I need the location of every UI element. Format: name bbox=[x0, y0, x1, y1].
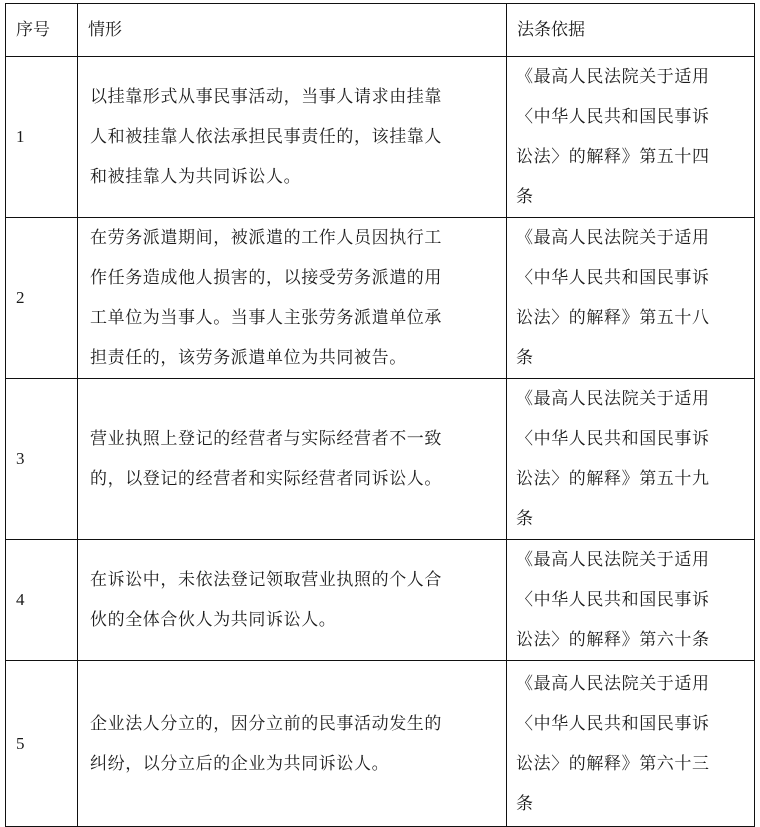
text-line: 作任务造成他人损害的，以接受劳务派遣的用 bbox=[90, 268, 442, 288]
text-line: 的，以登记的经营者和实际经营者同诉讼人。 bbox=[90, 469, 442, 489]
legal-basis bbox=[507, 540, 755, 661]
table-row bbox=[6, 218, 755, 379]
legal-basis bbox=[507, 661, 755, 827]
legal-basis bbox=[507, 218, 755, 379]
legal-basis bbox=[507, 379, 755, 540]
text-line: 人和被挂靠人依法承担民事责任的，该挂靠人 bbox=[90, 127, 442, 147]
row-number: 2 bbox=[6, 218, 78, 379]
text-line: 〈中华人民共和国民事诉 bbox=[516, 429, 710, 449]
text-line: 企业法人分立的，因分立前的民事活动发生的 bbox=[90, 713, 442, 734]
text-line: 讼法〉的解释》第五十九 bbox=[516, 469, 710, 489]
table-row bbox=[6, 57, 755, 218]
text-line: 条 bbox=[516, 509, 534, 529]
row-number: 1 bbox=[6, 57, 78, 218]
text-line: 《最高人民法院关于适用 bbox=[516, 673, 710, 694]
case-description bbox=[78, 540, 507, 661]
text-line: 讼法〉的解释》第六十条 bbox=[516, 630, 710, 650]
case-description bbox=[78, 379, 507, 540]
table-row bbox=[6, 661, 755, 827]
case-description bbox=[78, 218, 507, 379]
text-line: 讼法〉的解释》第五十四 bbox=[516, 147, 710, 167]
text-line: 担责任的，该劳务派遣单位为共同被告。 bbox=[90, 348, 407, 368]
row-number: 4 bbox=[6, 540, 78, 661]
header-no: 序号 bbox=[6, 4, 78, 57]
case-description bbox=[78, 57, 507, 218]
case-description bbox=[78, 661, 507, 827]
header-law: 法条依据 bbox=[507, 4, 755, 57]
text-line: 条 bbox=[516, 793, 534, 814]
text-line: 〈中华人民共和国民事诉 bbox=[516, 268, 710, 288]
text-line: 营业执照上登记的经营者与实际经营者不一致 bbox=[90, 429, 442, 449]
text-line: 讼法〉的解释》第五十八 bbox=[516, 308, 710, 328]
text-line: 在诉讼中，未依法登记领取营业执照的个人合 bbox=[90, 570, 442, 590]
text-line: 《最高人民法院关于适用 bbox=[516, 550, 710, 570]
table-row bbox=[6, 379, 755, 540]
co-litigant-table-container bbox=[5, 3, 754, 827]
text-line: 〈中华人民共和国民事诉 bbox=[516, 713, 710, 734]
text-line: 条 bbox=[516, 187, 534, 207]
table-header-row bbox=[6, 4, 755, 57]
text-line: 〈中华人民共和国民事诉 bbox=[516, 107, 710, 127]
text-line: 以挂靠形式从事民事活动，当事人请求由挂靠 bbox=[90, 87, 442, 107]
text-line: 纠纷，以分立后的企业为共同诉讼人。 bbox=[90, 753, 390, 774]
co-litigant-table bbox=[5, 3, 755, 827]
text-line: 讼法〉的解释》第六十三 bbox=[516, 753, 710, 774]
text-line: 《最高人民法院关于适用 bbox=[516, 389, 710, 409]
text-line: 伙的全体合伙人为共同诉讼人。 bbox=[90, 610, 337, 630]
text-line: 〈中华人民共和国民事诉 bbox=[516, 590, 710, 610]
table-row bbox=[6, 540, 755, 661]
text-line: 条 bbox=[516, 348, 534, 368]
header-case: 情形 bbox=[78, 4, 507, 57]
text-line: 工单位为当事人。当事人主张劳务派遣单位承 bbox=[90, 308, 442, 328]
row-number: 3 bbox=[6, 379, 78, 540]
row-number: 5 bbox=[6, 661, 78, 827]
text-line: 《最高人民法院关于适用 bbox=[516, 67, 710, 87]
text-line: 在劳务派遣期间，被派遣的工作人员因执行工 bbox=[90, 228, 442, 248]
text-line: 和被挂靠人为共同诉讼人。 bbox=[90, 167, 302, 187]
text-line: 《最高人民法院关于适用 bbox=[516, 228, 710, 248]
legal-basis bbox=[507, 57, 755, 218]
